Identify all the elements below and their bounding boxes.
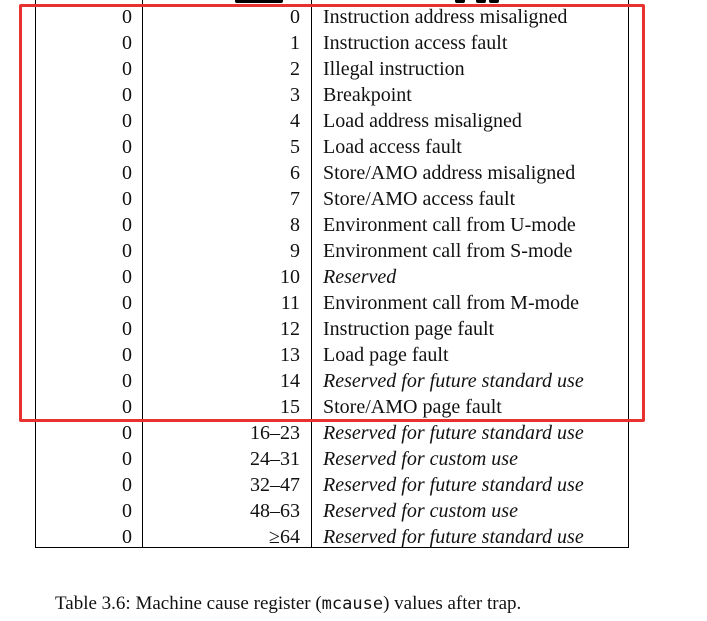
table-row — [36, 368, 630, 394]
description-cell: Load page fault — [323, 344, 449, 366]
cut-off-header-text — [235, 0, 283, 3]
interrupt-cell: 0 — [122, 292, 132, 314]
table-row — [36, 238, 630, 264]
description-cell: Environment call from M-mode — [323, 292, 580, 314]
interrupt-cell: 0 — [122, 240, 132, 262]
cut-off-header-text — [476, 0, 486, 3]
cut-off-header-text — [455, 0, 465, 3]
description-cell: Instruction address misaligned — [323, 6, 568, 28]
description-cell: Store/AMO address misaligned — [323, 162, 576, 184]
interrupt-cell: 0 — [122, 214, 132, 236]
interrupt-cell: 0 — [122, 422, 132, 444]
exception-code-cell: 14 — [280, 370, 300, 392]
interrupt-cell: 0 — [122, 110, 132, 132]
table-row — [36, 316, 630, 342]
interrupt-cell: 0 — [122, 344, 132, 366]
description-cell: Instruction page fault — [323, 318, 495, 340]
caption-register-name: mcause — [321, 594, 384, 614]
table-row — [36, 212, 630, 238]
exception-code-cell: 1 — [290, 32, 300, 54]
description-cell: Reserved for future standard use — [323, 474, 584, 496]
caption-suffix: ) values after trap. — [383, 593, 522, 614]
description-cell: Reserved for future standard use — [323, 422, 584, 444]
exception-code-cell: 8 — [290, 214, 300, 236]
exception-code-cell: ≥64 — [269, 526, 300, 548]
table-row — [36, 394, 630, 420]
table-row — [36, 472, 630, 498]
exception-code-cell: 9 — [290, 240, 300, 262]
table-row — [36, 420, 630, 446]
exception-code-cell: 2 — [290, 58, 300, 80]
exception-code-cell: 4 — [290, 110, 300, 132]
interrupt-cell: 0 — [122, 32, 132, 54]
table-row — [36, 134, 630, 160]
description-cell: Reserved — [323, 266, 397, 288]
table-row — [36, 30, 630, 56]
interrupt-cell: 0 — [122, 84, 132, 106]
interrupt-cell: 0 — [122, 526, 132, 548]
description-cell: Reserved for custom use — [323, 500, 518, 522]
caption-prefix: Table 3.6: Machine cause register ( — [55, 593, 322, 614]
table-row — [36, 108, 630, 134]
interrupt-cell: 0 — [122, 188, 132, 210]
table-row — [36, 264, 630, 290]
description-cell: Instruction access fault — [323, 32, 508, 54]
table-row — [36, 160, 630, 186]
interrupt-cell: 0 — [122, 448, 132, 470]
exception-code-cell: 48–63 — [250, 500, 300, 522]
interrupt-cell: 0 — [122, 266, 132, 288]
table-row — [36, 186, 630, 212]
exception-code-cell: 5 — [290, 136, 300, 158]
exception-code-cell: 16–23 — [250, 422, 300, 444]
description-cell: Reserved for future standard use — [323, 526, 584, 548]
description-cell: Reserved for future standard use — [323, 370, 584, 392]
interrupt-cell: 0 — [122, 6, 132, 28]
exception-code-cell: 24–31 — [250, 448, 300, 470]
description-cell: Store/AMO page fault — [323, 396, 502, 418]
table-row — [36, 446, 630, 472]
description-cell: Environment call from S-mode — [323, 240, 573, 262]
exception-code-cell: 0 — [290, 6, 300, 28]
exception-code-cell: 3 — [290, 84, 300, 106]
cut-off-header-text — [489, 0, 499, 3]
table-caption — [55, 592, 521, 616]
exception-code-cell: 7 — [290, 188, 300, 210]
exception-code-cell: 10 — [280, 266, 300, 288]
cause-table — [35, 0, 629, 548]
exception-code-cell: 11 — [280, 292, 300, 314]
interrupt-cell: 0 — [122, 474, 132, 496]
table-row — [36, 290, 630, 316]
interrupt-cell: 0 — [122, 318, 132, 340]
description-cell: Environment call from U-mode — [323, 214, 576, 236]
description-cell: Breakpoint — [323, 84, 412, 106]
exception-code-cell: 32–47 — [250, 474, 300, 496]
description-cell: Store/AMO access fault — [323, 188, 516, 210]
interrupt-cell: 0 — [122, 58, 132, 80]
interrupt-cell: 0 — [122, 162, 132, 184]
exception-code-cell: 15 — [280, 396, 300, 418]
table-row — [36, 4, 630, 30]
table-row — [36, 342, 630, 368]
exception-code-cell: 12 — [280, 318, 300, 340]
description-cell: Load access fault — [323, 136, 462, 158]
interrupt-cell: 0 — [122, 396, 132, 418]
exception-code-cell: 13 — [280, 344, 300, 366]
table-row — [36, 56, 630, 82]
description-cell: Illegal instruction — [323, 58, 465, 80]
table-row — [36, 524, 630, 550]
interrupt-cell: 0 — [122, 500, 132, 522]
table-row — [36, 82, 630, 108]
interrupt-cell: 0 — [122, 370, 132, 392]
description-cell: Reserved for custom use — [323, 448, 518, 470]
interrupt-cell: 0 — [122, 136, 132, 158]
table-row — [36, 498, 630, 524]
exception-code-cell: 6 — [290, 162, 300, 184]
description-cell: Load address misaligned — [323, 110, 522, 132]
